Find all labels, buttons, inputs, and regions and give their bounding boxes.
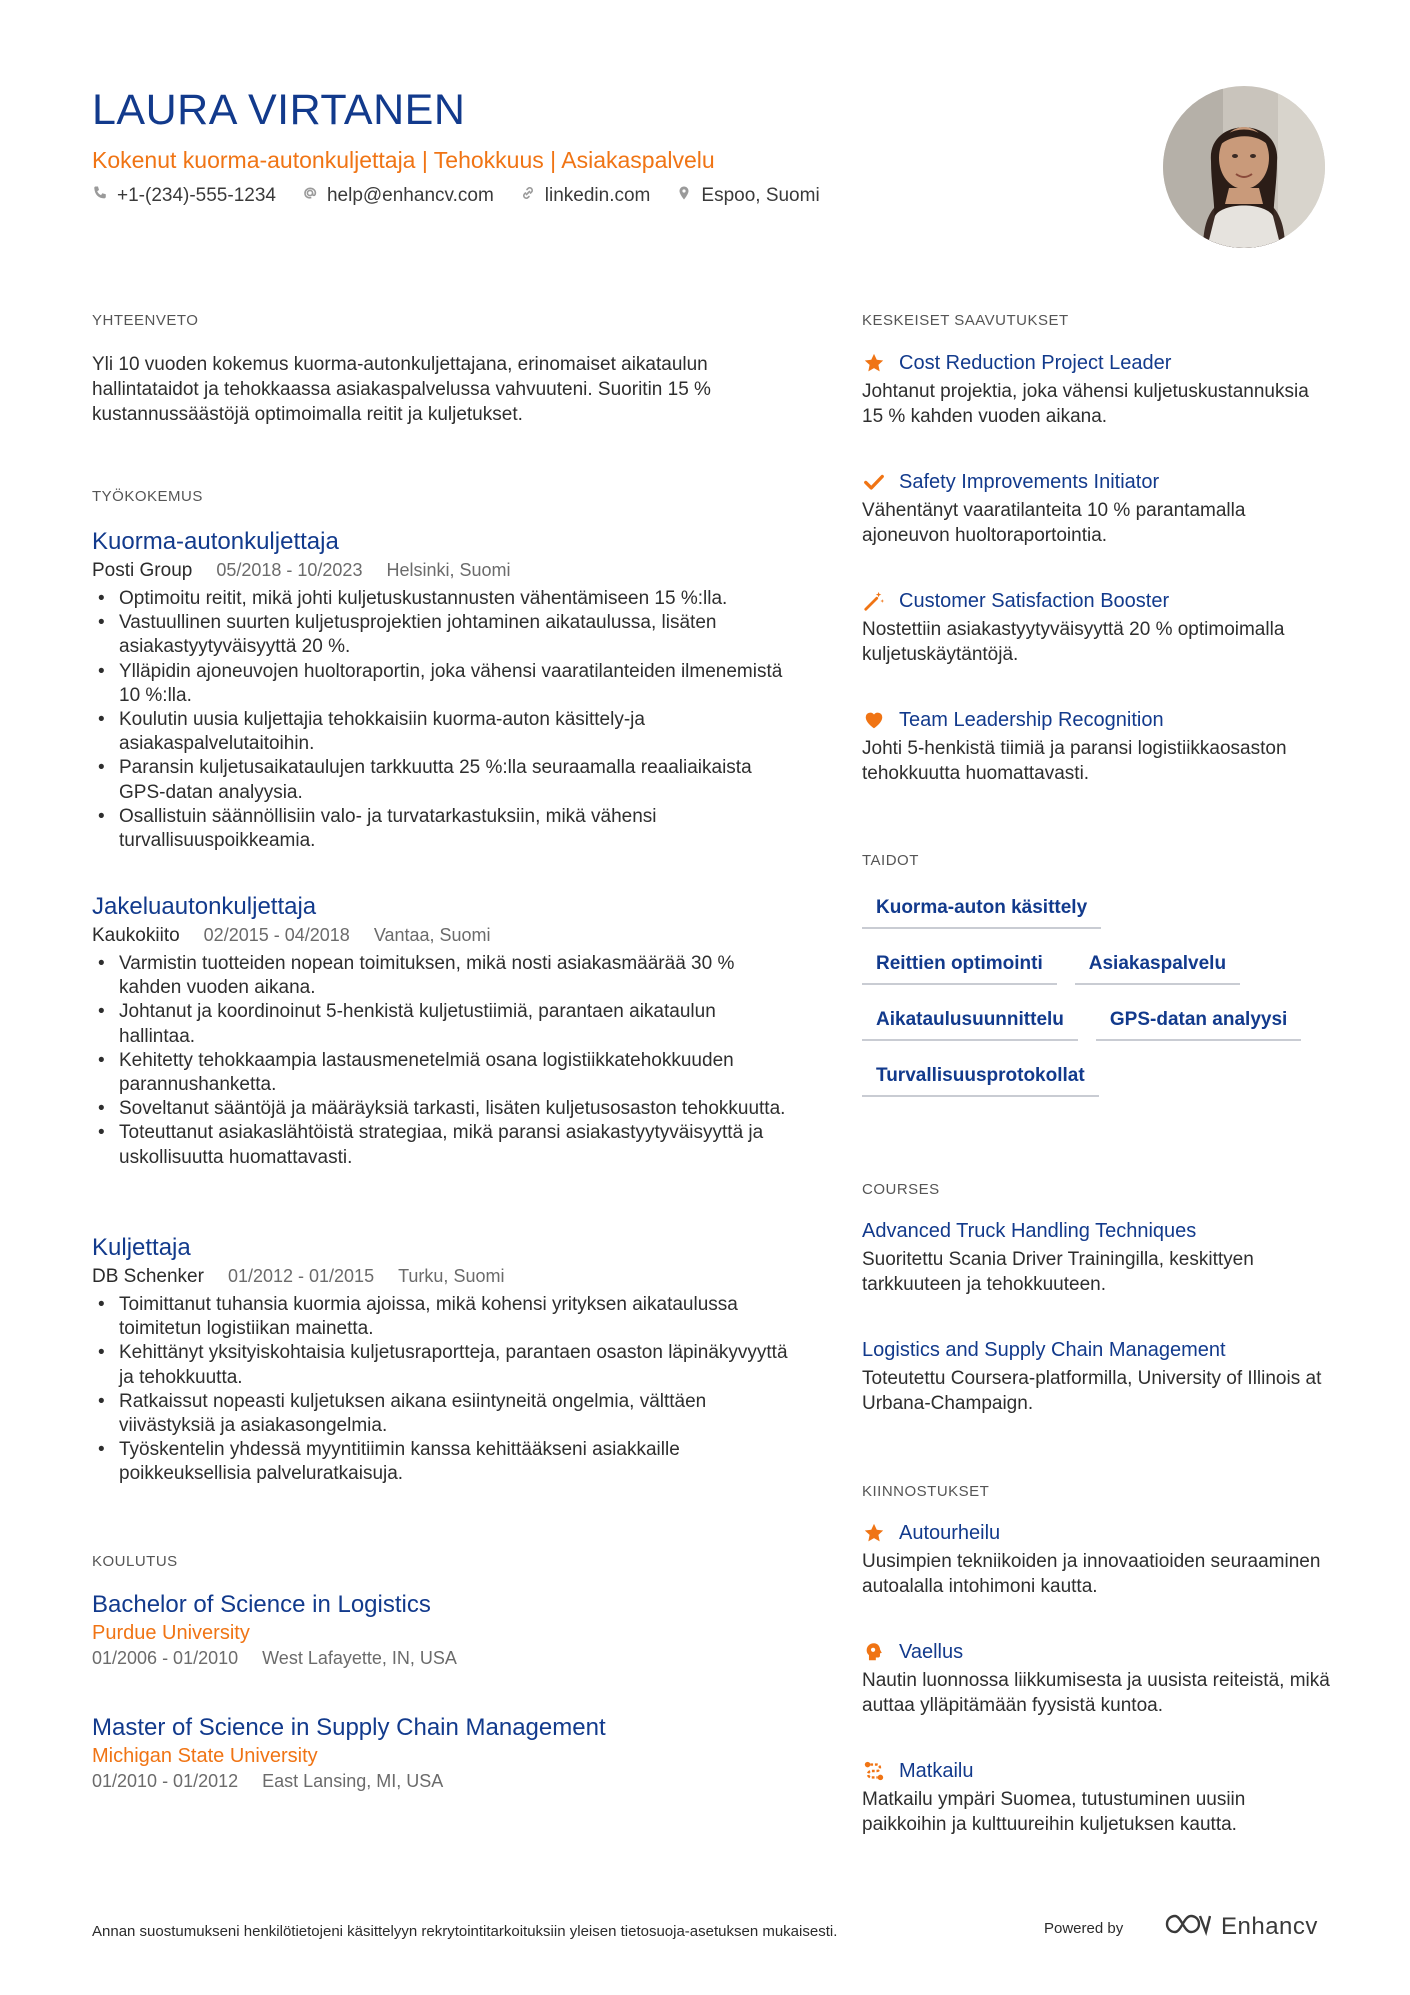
list-item: • Koulutin uusia kuljettajia tehokkaisiin kuorma-auton käsittely-ja asiakaspalvelutaitoihin. [92, 708, 792, 756]
phone-icon [92, 185, 108, 207]
enhancv-logo-icon [1163, 1910, 1211, 1943]
course-item [862, 1218, 1332, 1297]
course-item [862, 1337, 1332, 1416]
skill-tag: Reittien optimointi [862, 948, 1057, 985]
location-text: Espoo, Suomi [701, 185, 820, 206]
edu-meta [92, 1646, 792, 1670]
heart-icon [862, 708, 886, 732]
job-dates: 05/2018 - 10/2023 [216, 560, 363, 580]
achievement-desc: Nostettiin asiakastyytyväisyyttä 20 % optimoimalla kuljetuskäytäntöjä. [862, 619, 1285, 665]
education-heading: KOULUTUS [92, 1553, 178, 1570]
courses-heading: COURSES [862, 1181, 940, 1198]
achievement-item [862, 350, 1332, 429]
course-title: Logistics and Supply Chain Management [862, 1339, 1226, 1361]
skill-tag: Turvallisuusprotokollat [862, 1060, 1099, 1097]
achievement-desc: Johti 5-henkistä tiimiä ja paransi logistiikkaosaston tehokkuutta huomattavasti. [862, 738, 1287, 784]
summary-text: Yli 10 vuoden kokemus kuorma-autonkuljettajana, erinomaiset aikataulun hallintataidot ja tehokkaassa asiakaspalvelussa vahvuuteni. Suoritin 15 % kustannussäästöjä optimoimalla reitit ja kuljetukset. [92, 354, 711, 425]
list-item: • Soveltanut sääntöjä ja määräyksiä tarkasti, lisäten kuljetusosaston tehokkuutta. [92, 1097, 792, 1121]
contact-location [676, 185, 819, 207]
job-location: Turku, Suomi [398, 1266, 505, 1286]
job-dates: 01/2012 - 01/2015 [227, 1266, 375, 1286]
at-icon [302, 185, 318, 207]
star-icon [862, 351, 886, 375]
skill-tag: Aikataulusuunnittelu [862, 1004, 1078, 1041]
skills-heading: TAIDOT [862, 852, 919, 869]
interest-desc: Uusimpien tekniikoiden ja innovaatioiden seuraaminen autoalalla intohimoni kautta. [862, 1551, 1321, 1597]
interest-title: Vaellus [899, 1641, 964, 1663]
skill-tag: Kuorma-auton käsittely [862, 892, 1101, 929]
email-text: help@enhancv.com [326, 185, 494, 206]
achievement-item [862, 707, 1332, 786]
job-location: Vantaa, Suomi [373, 925, 491, 945]
course-title: Advanced Truck Handling Techniques [862, 1220, 1197, 1242]
achievement-title: Safety Improvements Initiator [899, 471, 1160, 493]
list-item: • Paransin kuljetusaikataulujen tarkkuutta 25 %:lla seuraamalla reaaliaikaista GPS-datan analyysia. [92, 756, 792, 804]
list-item: • Optimoitu reitit, mikä johti kuljetuskustannusten vähentämiseen 15 %:lla. [92, 587, 792, 611]
interest-title: Autourheilu [899, 1522, 1001, 1544]
location-icon [676, 185, 692, 207]
enhancv-logo[interactable] [1163, 1910, 1318, 1943]
achievement-desc: Johtanut projektia, joka vähensi kuljetuskustannuksia 15 % kahden vuoden aikana. [862, 381, 1309, 427]
phone-text: +1-(234)-555-1234 [117, 185, 276, 206]
interests-heading: KIINNOSTUKSET [862, 1483, 990, 1500]
interest-desc: Nautin luonnossa liikkumisesta ja uusista reiteistä, mikä auttaa ylläpitämään fyysistä kuntoa. [862, 1670, 1330, 1716]
achievements-heading: KESKEISET SAAVUTUKSET [862, 312, 1069, 329]
job-title: Kuljettaja [92, 1234, 191, 1261]
skill-tag: GPS-datan analyysi [1096, 1004, 1301, 1041]
interest-item [862, 1758, 1332, 1837]
summary-heading: YHTEENVETO [92, 312, 199, 329]
list-item: • Vastuullinen suurten kuljetusprojektien johtaminen aikataulussa, lisäten asiakastyytyväisyyttä 20 %. [92, 611, 792, 659]
achievement-item [862, 469, 1332, 548]
education-entry [92, 1713, 792, 1793]
list-item: • Työskentelin yhdessä myyntitiimin kanssa kehittääkseni asiakkaille poikkeuksellisia palveluratkaisuja. [92, 1438, 792, 1486]
profile-photo [1163, 86, 1325, 248]
job-entry [92, 527, 792, 853]
course-desc: Toteutettu Coursera-platformilla, University of Illinois at Urbana-Champaign. [862, 1368, 1322, 1414]
job-bullets [92, 587, 792, 853]
achievement-desc: Vähentänyt vaaratilanteita 10 % parantamalla ajoneuvon huoltoraportointia. [862, 500, 1246, 546]
edu-dates: 01/2010 - 01/2012 [92, 1771, 239, 1791]
edu-degree: Master of Science in Supply Chain Management [92, 1714, 606, 1741]
route-icon [862, 1759, 886, 1783]
job-title: Kuorma-autonkuljettaja [92, 528, 339, 555]
skills-list [862, 892, 1332, 1116]
checkmark-icon [862, 470, 886, 494]
achievement-item [862, 588, 1332, 667]
star-icon [862, 1521, 886, 1545]
contact-bar [92, 185, 820, 207]
experience-heading: TYÖKOKEMUS [92, 488, 203, 505]
job-entry [92, 1233, 792, 1487]
job-meta [92, 923, 792, 948]
list-item: • Toimittanut tuhansia kuormia ajoissa, mikä kohensi yrityksen aikataulussa toimitetun logistiikan mainetta. [92, 1293, 792, 1341]
list-item: • Kehitetty tehokkaampia lastausmenetelmiä osana logistiikkatehokkuuden parannushanketta. [92, 1049, 792, 1097]
list-item: • Varmistin tuotteiden nopean toimituksen, mikä nosti asiakasmäärää 30 % kahden vuoden aikana. [92, 952, 792, 1000]
achievement-title: Customer Satisfaction Booster [899, 590, 1170, 612]
list-item: • Johtanut ja koordinoinut 5-henkistä kuljetustiimiä, parantaen aikataulun hallintaa. [92, 1000, 792, 1048]
list-item: • Osallistuin säännöllisiin valo- ja turvatarkastuksiin, mikä vähensi turvallisuuspoikkeamia. [92, 805, 792, 853]
powered-by-label: Powered by [1044, 1920, 1124, 1937]
job-company: Posti Group [92, 560, 193, 581]
job-dates: 02/2015 - 04/2018 [203, 925, 350, 945]
job-entry [92, 892, 792, 1170]
education-entry [92, 1590, 792, 1670]
interest-item [862, 1639, 1332, 1718]
link-icon [520, 185, 536, 207]
list-item: • Ratkaissut nopeasti kuljetuksen aikana esiintyneitä ongelmia, välttäen viivästyksiä ja asiakasongelmia. [92, 1390, 792, 1438]
edu-school: Michigan State University [92, 1745, 318, 1767]
interest-item [862, 1520, 1332, 1599]
edu-degree: Bachelor of Science in Logistics [92, 1591, 431, 1618]
edu-meta [92, 1769, 792, 1793]
job-company: Kaukokiito [92, 925, 180, 946]
job-meta [92, 558, 792, 583]
job-location: Helsinki, Suomi [386, 560, 511, 580]
list-item: • Ylläpidin ajoneuvojen huoltoraportin, joka vähensi vaaratilanteiden ilmenemistä 10 %:lla. [92, 660, 792, 708]
linkedin-text: linkedin.com [544, 185, 651, 206]
magic-wand-icon [862, 589, 886, 613]
job-company: DB Schenker [92, 1266, 204, 1287]
contact-phone[interactable] [92, 185, 276, 207]
candidate-name: LAURA VIRTANEN [92, 86, 466, 134]
edu-location: East Lansing, MI, USA [262, 1771, 444, 1791]
edu-dates: 01/2006 - 01/2010 [92, 1648, 239, 1668]
list-item: • Kehittänyt yksityiskohtaisia kuljetusraportteja, parantaen osaston läpinäkyvyyttä ja tehokkuutta. [92, 1341, 792, 1389]
gdpr-consent-text: Annan suostumukseni henkilötietojeni käsittelyyn rekrytointitarkoituksiin yleisen tietosuoja-asetuksen mukaisesti. [92, 1923, 838, 1940]
interest-desc: Matkailu ympäri Suomea, tutustuminen uusiin paikkoihin ja kulttuureihin kuljetuksen kautta. [862, 1789, 1246, 1835]
contact-linkedin[interactable] [520, 185, 651, 207]
contact-email[interactable] [302, 185, 494, 207]
edu-location: West Lafayette, IN, USA [262, 1648, 457, 1668]
skill-tag: Asiakaspalvelu [1075, 948, 1240, 985]
head-brain-icon [862, 1640, 886, 1664]
job-title: Jakeluautonkuljettaja [92, 893, 317, 920]
achievement-title: Cost Reduction Project Leader [899, 352, 1172, 374]
job-bullets [92, 1293, 792, 1487]
job-meta [92, 1264, 792, 1289]
course-desc: Suoritettu Scania Driver Trainingilla, keskittyen tarkkuuteen ja tehokkuuteen. [862, 1249, 1254, 1295]
achievement-title: Team Leadership Recognition [899, 709, 1164, 731]
interest-title: Matkailu [899, 1760, 974, 1782]
candidate-headline: Kokenut kuorma-autonkuljettaja | Tehokkuus | Asiakaspalvelu [92, 147, 715, 173]
edu-school: Purdue University [92, 1622, 250, 1644]
list-item: • Toteuttanut asiakaslähtöistä strategiaa, mikä paransi asiakastyytyväisyyttä ja uskollisuutta huomattavasti. [92, 1121, 792, 1169]
enhancv-logo-text: Enhancv [1221, 1912, 1318, 1940]
job-bullets [92, 952, 792, 1170]
